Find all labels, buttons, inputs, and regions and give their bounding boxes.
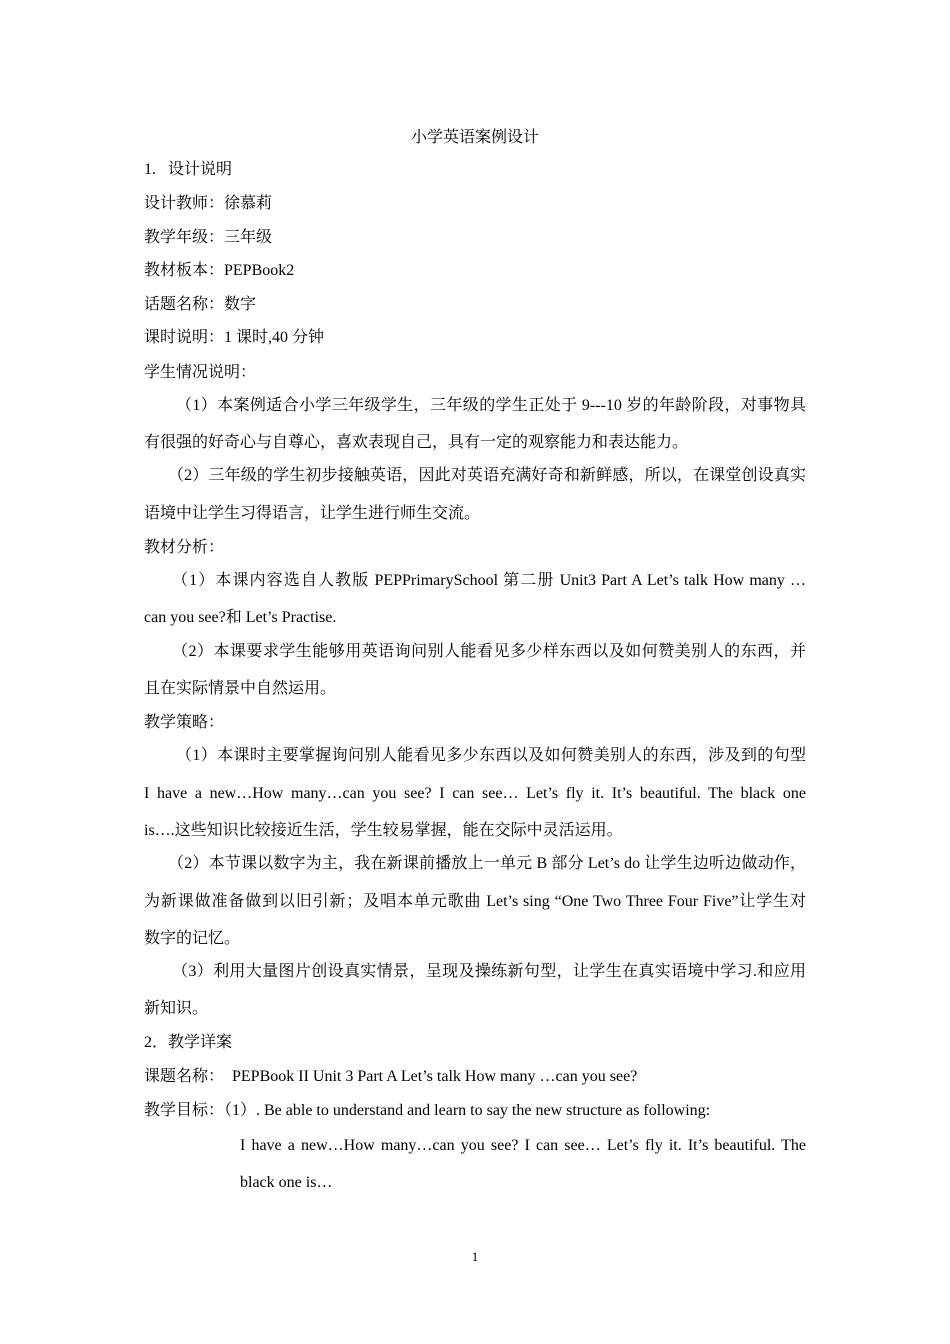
- objectives-line-3: black one is…: [240, 1174, 333, 1191]
- material-paragraph-1-line-2: can you see?和 Let’s Practise.: [144, 609, 337, 626]
- students-paragraph-1-line-2: 有很强的好奇心与自尊心，喜欢表现自己，具有一定的观察能力和表达能力。: [144, 434, 689, 451]
- objectives-line-2: I have a new…How many…can you see? I can see… Let’s fly it. It’s beautiful. The: [240, 1137, 806, 1154]
- strategy-paragraph-1-line-1: （1）本课时主要掌握询问别人能看见多少东西以及如何赞美别人的东西，涉及到的句型: [176, 747, 806, 764]
- strategy-paragraph-2-line-2: 为新课做准备做到以旧引新；及唱本单元歌曲 Let’s sing “One Two Three Four Five”让学生对: [144, 893, 806, 910]
- designer-line: 设计教师：徐慕莉: [144, 195, 273, 212]
- material-paragraph-2-line-1: （2）本课要求学生能够用英语询问别人能看见多少样东西以及如何赞美别人的东西，并: [172, 643, 806, 660]
- topic-line: 话题名称：数字: [144, 296, 257, 313]
- strategy-paragraph-3-line-1: （3）利用大量图片创设真实情景，呈现及操练新句型，让学生在真实语境中学习.和应用: [172, 963, 806, 980]
- strategy-paragraph-1-line-2: I have a new…How many…can you see? I can see… Let’s fly it. It’s beautiful. The black one: [144, 785, 806, 802]
- period-line: 课时说明：1 课时,40 分钟: [144, 329, 325, 346]
- students-heading: 学生情况说明：: [144, 364, 257, 381]
- section-1-heading: 1. 设计说明: [144, 161, 233, 178]
- strategy-paragraph-3-line-2: 新知识。: [144, 1000, 209, 1017]
- students-paragraph-2-line-2: 语境中让学生习得语言，让学生进行师生交流。: [144, 505, 481, 522]
- section-2-heading: 2．教学详案: [144, 1034, 233, 1051]
- strategy-heading: 教学策略：: [144, 714, 225, 731]
- strategy-paragraph-2-line-3: 数字的记忆。: [144, 930, 241, 947]
- material-paragraph-2-line-2: 且在实际情景中自然运用。: [144, 680, 337, 697]
- material-paragraph-1-line-1: （1）本课内容选自人教版 PEPPrimarySchool 第二册 Unit3 Part A Let’s talk How many …: [172, 572, 806, 589]
- textbook-line: 教材板本：PEPBook2: [144, 262, 295, 279]
- material-heading: 教材分析：: [144, 539, 225, 556]
- students-paragraph-1-line-1: （1）本案例适合小学三年级学生，三年级的学生正处于 9---10 岁的年龄阶段，对事物具: [176, 397, 806, 414]
- strategy-paragraph-2-line-1: （2）本节课以数字为主，我在新课前播放上一单元 B 部分 Let’s do 让学生边听边做动作，: [168, 855, 806, 872]
- page-number: 1: [471, 1249, 479, 1264]
- grade-line: 教学年级：三年级: [144, 229, 273, 246]
- strategy-paragraph-1-line-3: is….这些知识比较接近生活，学生较易掌握，能在交际中灵活运用。: [144, 822, 623, 839]
- lesson-title-line: 课题名称： PEPBook II Unit 3 Part A Let’s talk How many …can you see?: [144, 1068, 638, 1085]
- document-title: 小学英语案例设计: [410, 129, 539, 146]
- objectives-line-1: 教学目标：（1）. Be able to understand and learn to say the new structure as following:: [144, 1102, 711, 1119]
- students-paragraph-2-line-1: （2）三年级的学生初步接触英语，因此对英语充满好奇和新鲜感，所以，在课堂创设真实: [168, 467, 806, 484]
